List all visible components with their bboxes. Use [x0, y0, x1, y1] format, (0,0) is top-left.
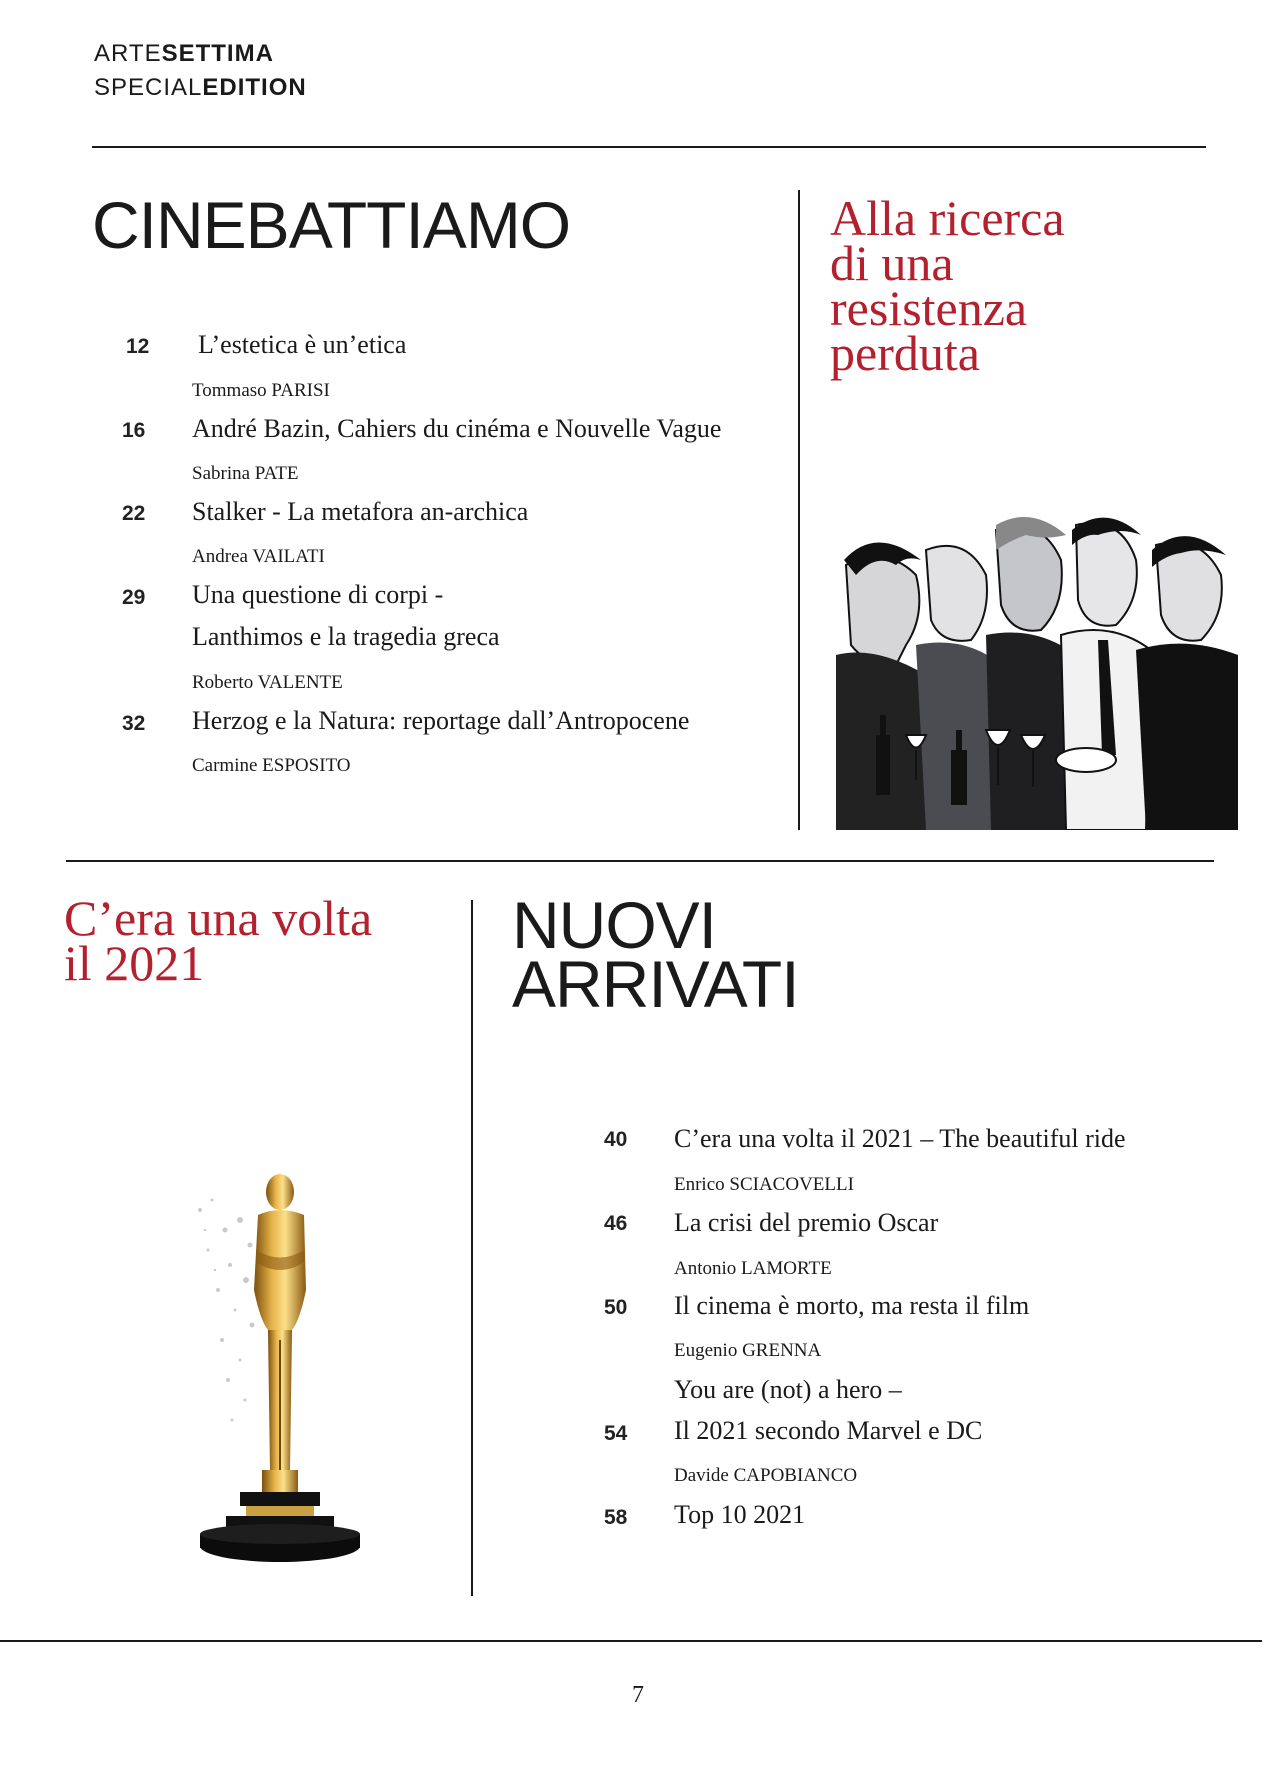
toc-author: Andrea VAILATI [192, 546, 325, 567]
toc-page-number: 40 [604, 1128, 628, 1151]
top-divider [92, 146, 1206, 148]
toc-author: Davide CAPOBIANCO [674, 1465, 858, 1486]
feature-title-resistenza: Alla ricerca di una resistenza perduta [830, 190, 1065, 381]
section1-vertical-divider [798, 190, 800, 830]
toc-article-title[interactable]: Herzog e la Natura: reportage dall’Antropocene [192, 706, 690, 735]
toc-author: Tommaso PARISI [192, 380, 330, 401]
oscar-statuette-image [180, 1170, 380, 1590]
toc-author: Antonio LAMORTE [674, 1258, 832, 1279]
toc-author: Enrico SCIACOVELLI [674, 1174, 854, 1195]
toc-author: Eugenio GRENNA [674, 1340, 822, 1361]
illustration-critics-at-table [836, 505, 1238, 830]
toc-article-title[interactable]: Stalker - La metafora an-archica [192, 497, 529, 526]
masthead-line-2: SPECIALEDITION [94, 74, 307, 101]
section-title-cinebattiamo: CINEBATTIAMO [92, 188, 571, 262]
toc-author: Roberto VALENTE [192, 672, 343, 693]
toc-page-number: 29 [122, 586, 146, 609]
toc-author: Carmine ESPOSITO [192, 755, 351, 776]
middle-divider [66, 860, 1214, 862]
bottom-divider [0, 1640, 1262, 1642]
toc-article-title-pre[interactable]: You are (not) a hero – [674, 1375, 902, 1404]
toc-page-number: 58 [604, 1506, 628, 1529]
toc-article-title[interactable]: Una questione di corpi - [192, 580, 444, 609]
toc-page-number: 12 [126, 335, 150, 358]
toc-article-title[interactable]: Il cinema è morto, ma resta il film [674, 1291, 1030, 1320]
feature-title-cera-una-volta: C’era una volta il 2021 [64, 890, 373, 991]
section-title-nuovi-arrivati: NUOVI ARRIVATI [512, 888, 799, 1022]
masthead-line-1: ARTESETTIMA [94, 40, 274, 67]
toc-page-number: 46 [604, 1212, 628, 1235]
toc-article-title[interactable]: L’estetica è un’etica [198, 330, 407, 359]
toc-article-title[interactable]: La crisi del premio Oscar [674, 1208, 939, 1237]
toc-article-title[interactable]: Top 10 2021 [674, 1500, 806, 1529]
toc-page-number: 54 [604, 1422, 628, 1445]
toc-page-number: 16 [122, 419, 146, 442]
toc-author: Sabrina PATE [192, 463, 299, 484]
toc-article-title-cont[interactable]: Lanthimos e la tragedia greca [192, 622, 500, 651]
toc-page-number: 50 [604, 1296, 628, 1319]
page-number: 7 [632, 1682, 644, 1708]
toc-article-title[interactable]: Il 2021 secondo Marvel e DC [674, 1416, 983, 1445]
toc-article-title[interactable]: André Bazin, Cahiers du cinéma e Nouvelle Vague [192, 414, 722, 443]
toc-article-title[interactable]: C’era una volta il 2021 – The beautiful ride [674, 1124, 1126, 1153]
toc-page-number: 22 [122, 502, 146, 525]
toc-page-number: 32 [122, 712, 146, 735]
section2-vertical-divider [471, 900, 473, 1596]
